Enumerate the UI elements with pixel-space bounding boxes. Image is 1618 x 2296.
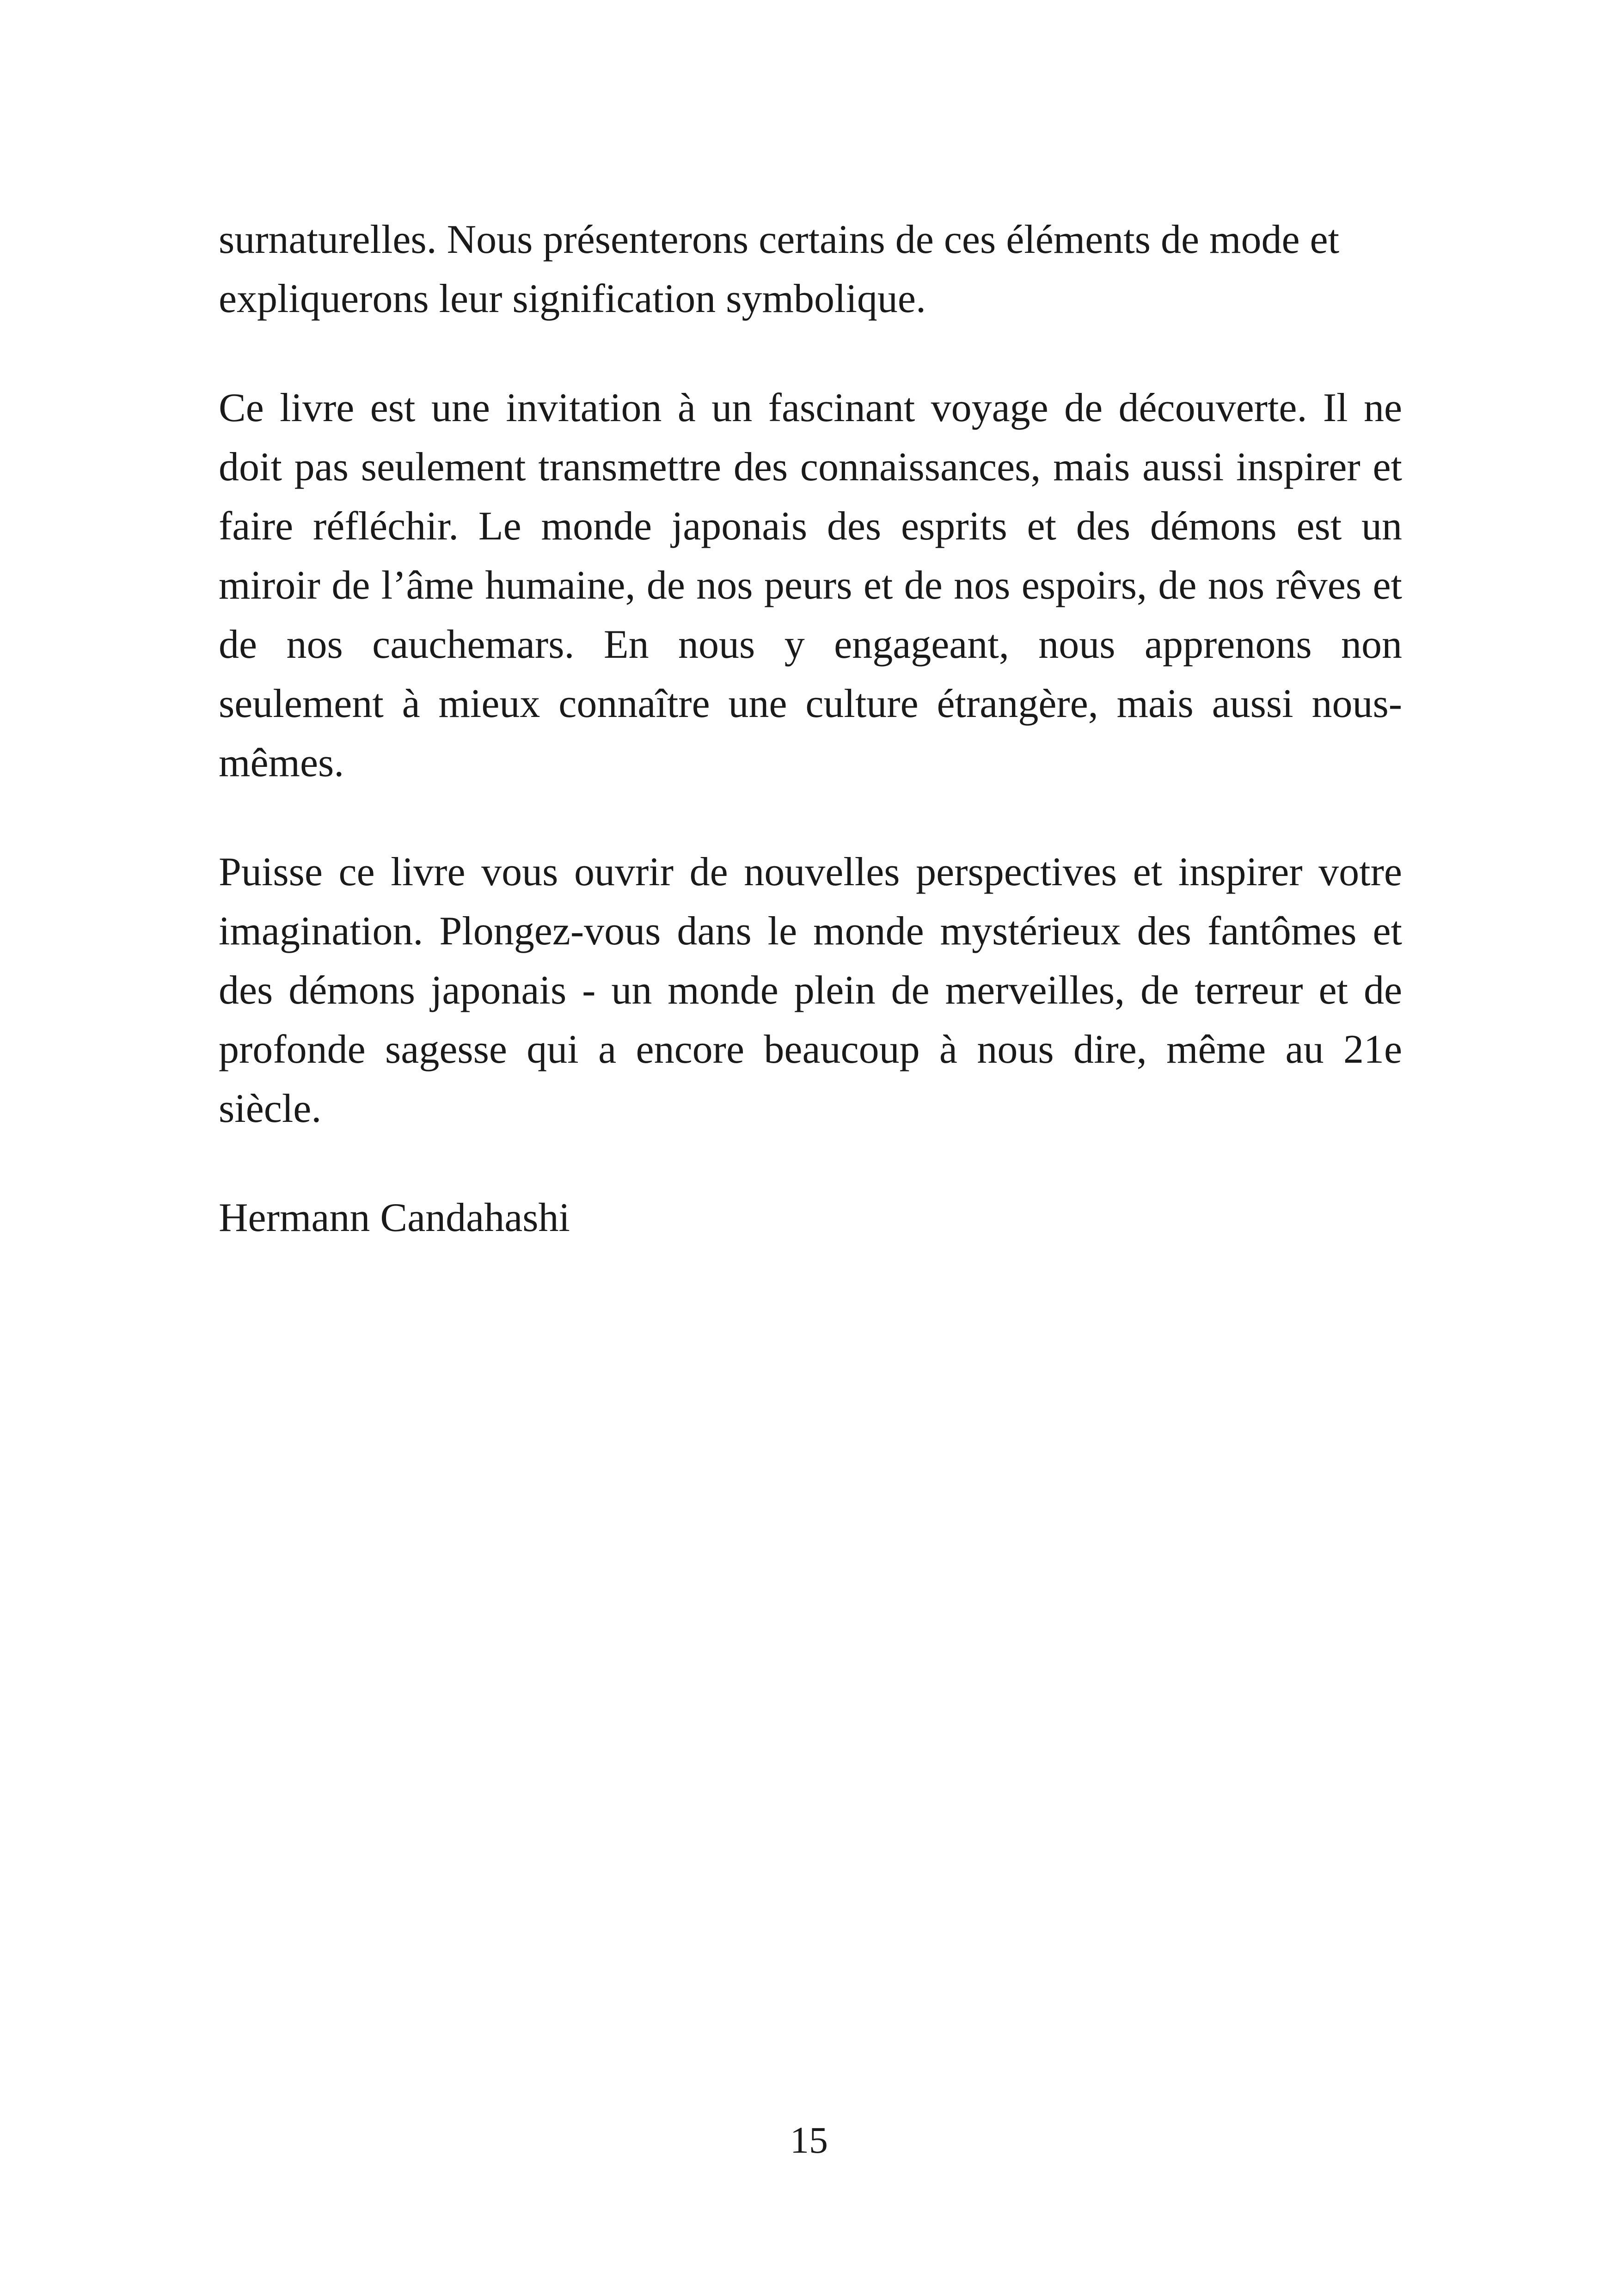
paragraph-invitation: Ce livre est une invitation à un fascinant voyage de découverte. Il ne doit pas seulement transmettre des connaissances, mais aussi inspirer et faire réfléchir. Le monde japonais des esprits et des démons est un miroir de l’âme humaine, de nos peurs et de nos espoirs, de nos rêves et de nos cauchemars. En nous y engageant, nous apprenons non seulement à mieux connaître une culture étrangère, mais aussi nous-mêmes. — [219, 386, 1402, 785]
body-text — [219, 210, 1402, 1248]
paragraph-continuation: surnaturelles. Nous présenterons certains de ces éléments de mode et expliquerons leur signification symbolique. — [219, 217, 1340, 321]
author-signature: Hermann Candahashi — [219, 1195, 570, 1240]
paragraph-closing-wish: Puisse ce livre vous ouvrir de nouvelles perspectives et inspirer votre imagination. Plongez-vous dans le monde mystérieux des fantômes et des démons japonais - un monde plein de merveilles, de terreur et de profonde sagesse qui a encore beaucoup à nous dire, même au 21e siècle. — [219, 850, 1402, 1131]
page-number: 15 — [790, 2119, 828, 2161]
